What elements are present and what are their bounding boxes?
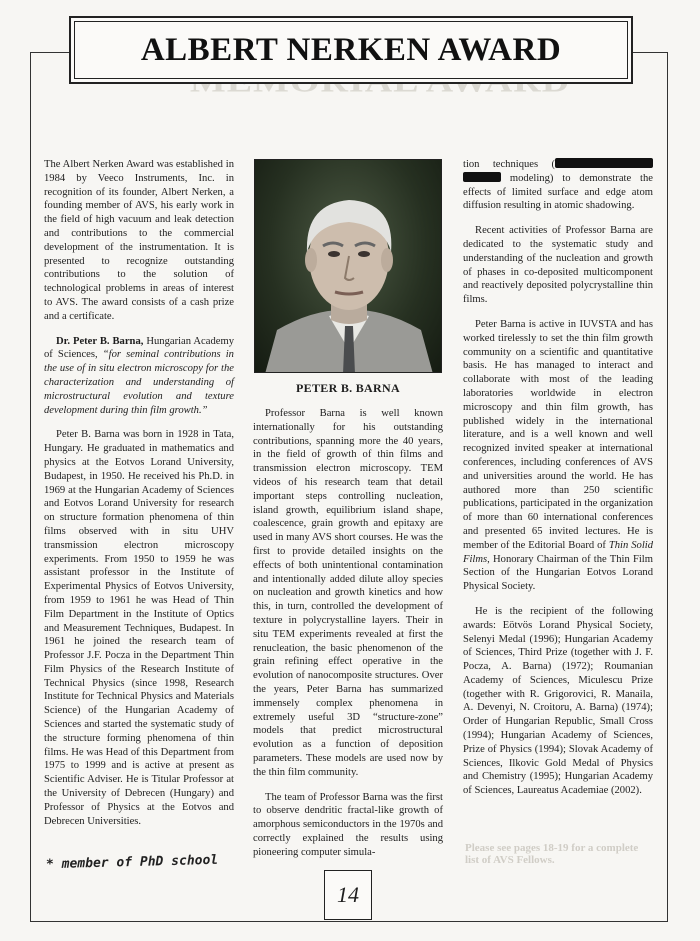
column-left	[44, 158, 234, 839]
bleed-through-footer: Please see pages 18-19 for a complete list of AVS Fellows.	[465, 842, 639, 866]
portrait-illustration	[255, 160, 442, 373]
iuvsta-text: Peter Barna is active in IUVSTA and has worked tirelessly to set the thin film growth community on a scientific and quantitative basis. He has managed to interact and collaborate with most of the leading laboratories worldwide in electron microscopy and thin film growth, has published widely in the international literature, and is a well known and well recognized invited speaker at international conferences, including conferences of AVS and universities around the world. He has authored more than 250 scientific publications, participated in the organization of more than 60 international conferences and presented 65 invited lectures. He is member of the Editorial Board of	[463, 318, 653, 551]
recipient-paragraph	[44, 335, 234, 418]
redaction-mark	[463, 172, 501, 182]
research-paragraph: Professor Barna is well known internationally for his outstanding contributions, spanning more the 40 years, in the field of growth of thin films and transmission electron microscopy. TEM videos of his research team that detail important steps controlling nucleation, island growth, equilibrium island shape, coalescence, grain growth and epitaxy are used in many AVS short courses. He was the first to provide detailed insights on the effects of both unintentional contamination and intentionally added dilute alloy species on nucleation and growth kinetics and how this, in turn, controlled the development of texture in polycrystalline layers. Their in situ TEM experiments revealed at first the renucleation, the basic phenomenon of the grain refining effect operative in the evolution of nanocomposite structures. Over the years, Peter Barna has summarized immensely complex phenomena in extremely useful 3D “structure-zone” models that predict microstructural evolution as a function of deposition parameters. These models are used now by the thin film community.	[253, 408, 443, 778]
page-number: 14	[324, 870, 372, 920]
iuvsta-paragraph	[463, 318, 653, 594]
awards-paragraph: He is the recipient of the following awards: Eötvös Lorand Physical Society, Selenyi Medal (1996); Hungarian Academy of Sciences, Third Prize (together with J. F. Pocza, A. Barna) (1972); Roumanian Academy of Sciences, Miculescu Prize (together with R. Grigorovici, R. Manaila, A. Devenyi, N. Croitoru, A. Barna) (1974); Order of Hungarian Republic, Small Cross (1994); Hungarian Academy of Sciences, Prize of Physics (1994); Slovak Academy of Sciences, Ilkovic Gold Medal of Physics and Chemistry (1995); Hungarian Academy of Sciences, Laureatus Academiae (2002).	[463, 605, 653, 797]
simulation-text-start: tion techniques (	[463, 159, 555, 170]
simulation-text-end: modeling) to demonstrate the effects of limited surface and edge atom diffusion resulting in atomic shadowing.	[463, 172, 653, 212]
portrait-photo	[254, 159, 442, 373]
biography-paragraph: Peter B. Barna was born in 1928 in Tata, Hungary. He graduated in mathematics and physics at the Eotvos Lorand University, Budapest, in 1950. He received his Ph.D. in 1969 at the Hungarian Academy of Sciences and Eotvos Lorand University for research on structure formation phenomena of thin films observed with in situ UHV transmission electron microscopy experiments. From 1950 to 1959 he was assistant professor in the Institute of Experimental Physics of Eotvos University, from 1959 to 1961 he was Head of Thin Film Department in the Institute of Optics and Measurement Techniques, Budapest. In 1961 he joined the research team of Professor J.F. Pocza in the Department Thin Film Physics of the Research Institute of Technical Physics (since 1998, Research Institute for Technical Physics and Materials Science) of the Hungarian Academy of Sciences and started the systematic study of the structure forming phenomena of thin films. He was Head of this Department from 1975 to 1999 and is active at present as Scientific Adviser. He is Titular Professor at the University of Debrecen (Hungary) and Professor of Physics at the Eotvos and Debrecen Universities.	[44, 429, 234, 827]
fractal-growth-paragraph: The team of Professor Barna was the first to observe dendritic fractal-like growth of amorphous semiconductors in the 1970s and correctly explained the results using pioneering computer simula-	[253, 791, 443, 858]
simulation-paragraph	[463, 158, 653, 213]
photo-caption: PETER B. BARNA	[296, 381, 400, 395]
column-middle	[253, 407, 443, 871]
title-box	[69, 16, 633, 84]
handwritten-note: * member of PhD school	[45, 852, 219, 873]
journal-name: Thin Solid Films	[463, 539, 653, 565]
recipient-affiliation: Hungarian Academy of Sciences,	[44, 335, 234, 361]
column-right	[463, 158, 653, 809]
award-description: The Albert Nerken Award was established in 1984 by Veeco Instruments, Inc. in recognition of its founder, Albert Nerken, a founding member of AVS, his early work in the field of high vacuum and leak detection and contributions to the commercial development of the instrumentation. It is presented to recognize outstanding contributions to the solution of technological problems in areas of interest to AVS. The award consists of a cash prize and a certificate.	[44, 159, 234, 322]
redaction-mark	[555, 158, 653, 168]
recipient-name: Dr. Peter B. Barna,	[56, 335, 144, 347]
page-title: ALBERT NERKEN AWARD	[140, 31, 562, 68]
award-citation: “for seminal contributions in the use of in situ electron microscopy for the characterization and understanding of microstructural evolution and texture development during thin film growth.”	[44, 349, 234, 416]
recent-activities-paragraph: Recent activities of Professor Barna are dedicated to the systematic study and understanding of the nucleation and growth of phases in co-deposited multicomponent and reactively deposited polycrystalline thin films.	[463, 225, 653, 306]
iuvsta-text-end: , Honorary Chairman of the Thin Film Section of the Hungarian Eotvos Lorand Physical Society.	[463, 553, 653, 593]
